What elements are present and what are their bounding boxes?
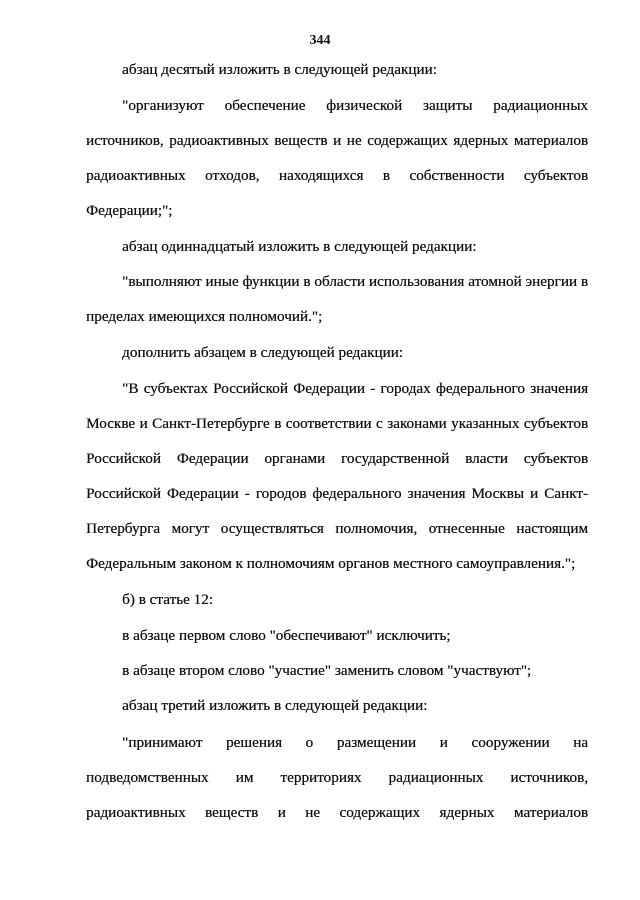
text-line: радиоактивных отходов, находящихся в собственности субъектов xyxy=(86,167,588,184)
text-line: в абзаце первом слово "обеспечивают" исключить; xyxy=(122,627,451,644)
text-line: "выполняют иные функции в области использования атомной энергии в xyxy=(122,273,588,290)
text-line: Петербурга могут осуществляться полномочия, отнесенные настоящим xyxy=(86,520,588,537)
text-line: "принимают решения о размещении и сооружении на xyxy=(122,734,588,751)
text-line: Российской Федерации - городов федерального значения Москвы и Санкт- xyxy=(86,485,588,502)
text-line: Москве и Санкт-Петербурге в соответствии с законами указанных субъектов xyxy=(86,415,588,432)
text-line: абзац десятый изложить в следующей редакции: xyxy=(122,61,437,78)
text-line: радиоактивных веществ и не содержащих ядерных материалов xyxy=(86,804,588,821)
text-line: пределах имеющихся полномочий."; xyxy=(86,308,323,325)
text-line: абзац третий изложить в следующей редакции: xyxy=(122,697,428,714)
text-line: "организуют обеспечение физической защиты радиационных xyxy=(122,97,588,114)
page-number: 344 xyxy=(309,33,331,48)
text-line: дополнить абзацем в следующей редакции: xyxy=(122,344,403,361)
text-line: источников, радиоактивных веществ и не содержащих ядерных материалов xyxy=(86,132,588,149)
text-line: в абзаце втором слово "участие" заменить словом "участвуют"; xyxy=(122,662,532,679)
text-line: абзац одиннадцатый изложить в следующей редакции: xyxy=(122,238,477,255)
text-line: Федеральным законом к полномочиям органов местного самоуправления."; xyxy=(86,555,576,572)
text-line: б) в статье 12: xyxy=(122,591,213,608)
text-line: "В субъектах Российской Федерации - городах федерального значения xyxy=(122,380,588,397)
text-line: Федерации;"; xyxy=(86,202,173,219)
text-line: Российской Федерации органами государственной власти субъектов xyxy=(86,450,588,467)
text-line: подведомственных им территориях радиационных источников, xyxy=(86,769,588,786)
document-body xyxy=(86,54,588,829)
